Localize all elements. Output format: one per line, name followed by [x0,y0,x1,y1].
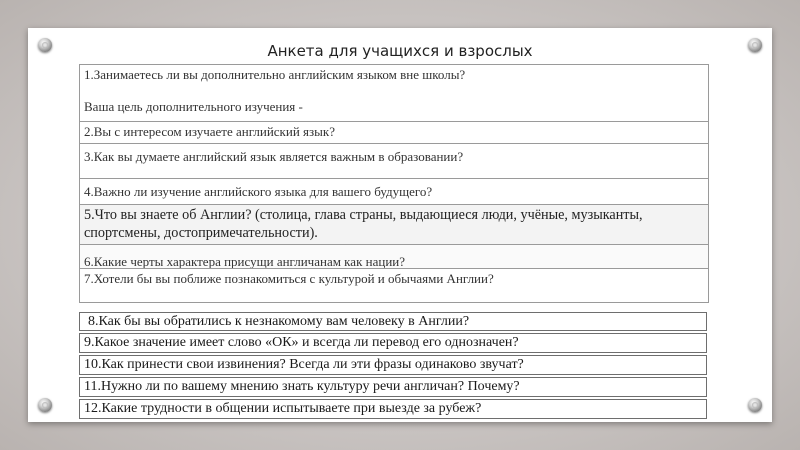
question-row-7 [80,269,708,302]
question-row-12: 12.Какие трудности в общении испытываете при выезде за рубеж? [79,399,707,419]
question-row-9: 9.Какое значение имеет слово «ОК» и всегда ли перевод его однозначен? [79,333,707,353]
question-text: 5.Что вы знаете об Англии? (столица, глава страны, выдающиеся люди, учёные, музыканты, спортсмены, достопримечательности). [84,207,643,241]
question-text: 2.Вы с интересом изучаете английский язык? [84,124,335,139]
questions-table-top [79,64,709,303]
question-row-3 [80,144,708,179]
question-row-11: 11.Нужно ли по вашему мнению знать культуру речи англичан? Почему? [79,377,707,397]
question-row-8: 8.Как бы вы обратились к незнакомому вам человеку в Англии? [79,312,707,331]
question-text: 1.Занимаетесь ли вы дополнительно английским языком вне школы? [84,67,466,82]
question-row-5 [80,205,708,245]
question-text: 4.Важно ли изучение английского языка для вашего будущего? [84,184,433,199]
question-row-1 [80,65,708,122]
question-text: 3.Как вы думаете английский язык является важным в образовании? [84,149,464,164]
questions-table-bottom [79,312,707,421]
question-row-2 [80,122,708,144]
question-row-4 [80,179,708,205]
question-text: 7.Хотели бы вы поближе познакомиться с культурой и обычаями Англии? [84,271,494,286]
question-row-10: 10.Как принести свои извинения? Всегда ли эти фразы одинаково звучат? [79,355,707,375]
pushpin-icon [38,398,52,412]
question-row-6 [80,245,708,269]
pushpin-icon [748,398,762,412]
question-subtext: Ваша цель дополнительного изучения - [84,99,303,114]
page-title: Анкета для учащихся и взрослых [267,42,533,60]
question-text: 6.Какие черты характера присущи англичанам как нации? [84,254,406,269]
